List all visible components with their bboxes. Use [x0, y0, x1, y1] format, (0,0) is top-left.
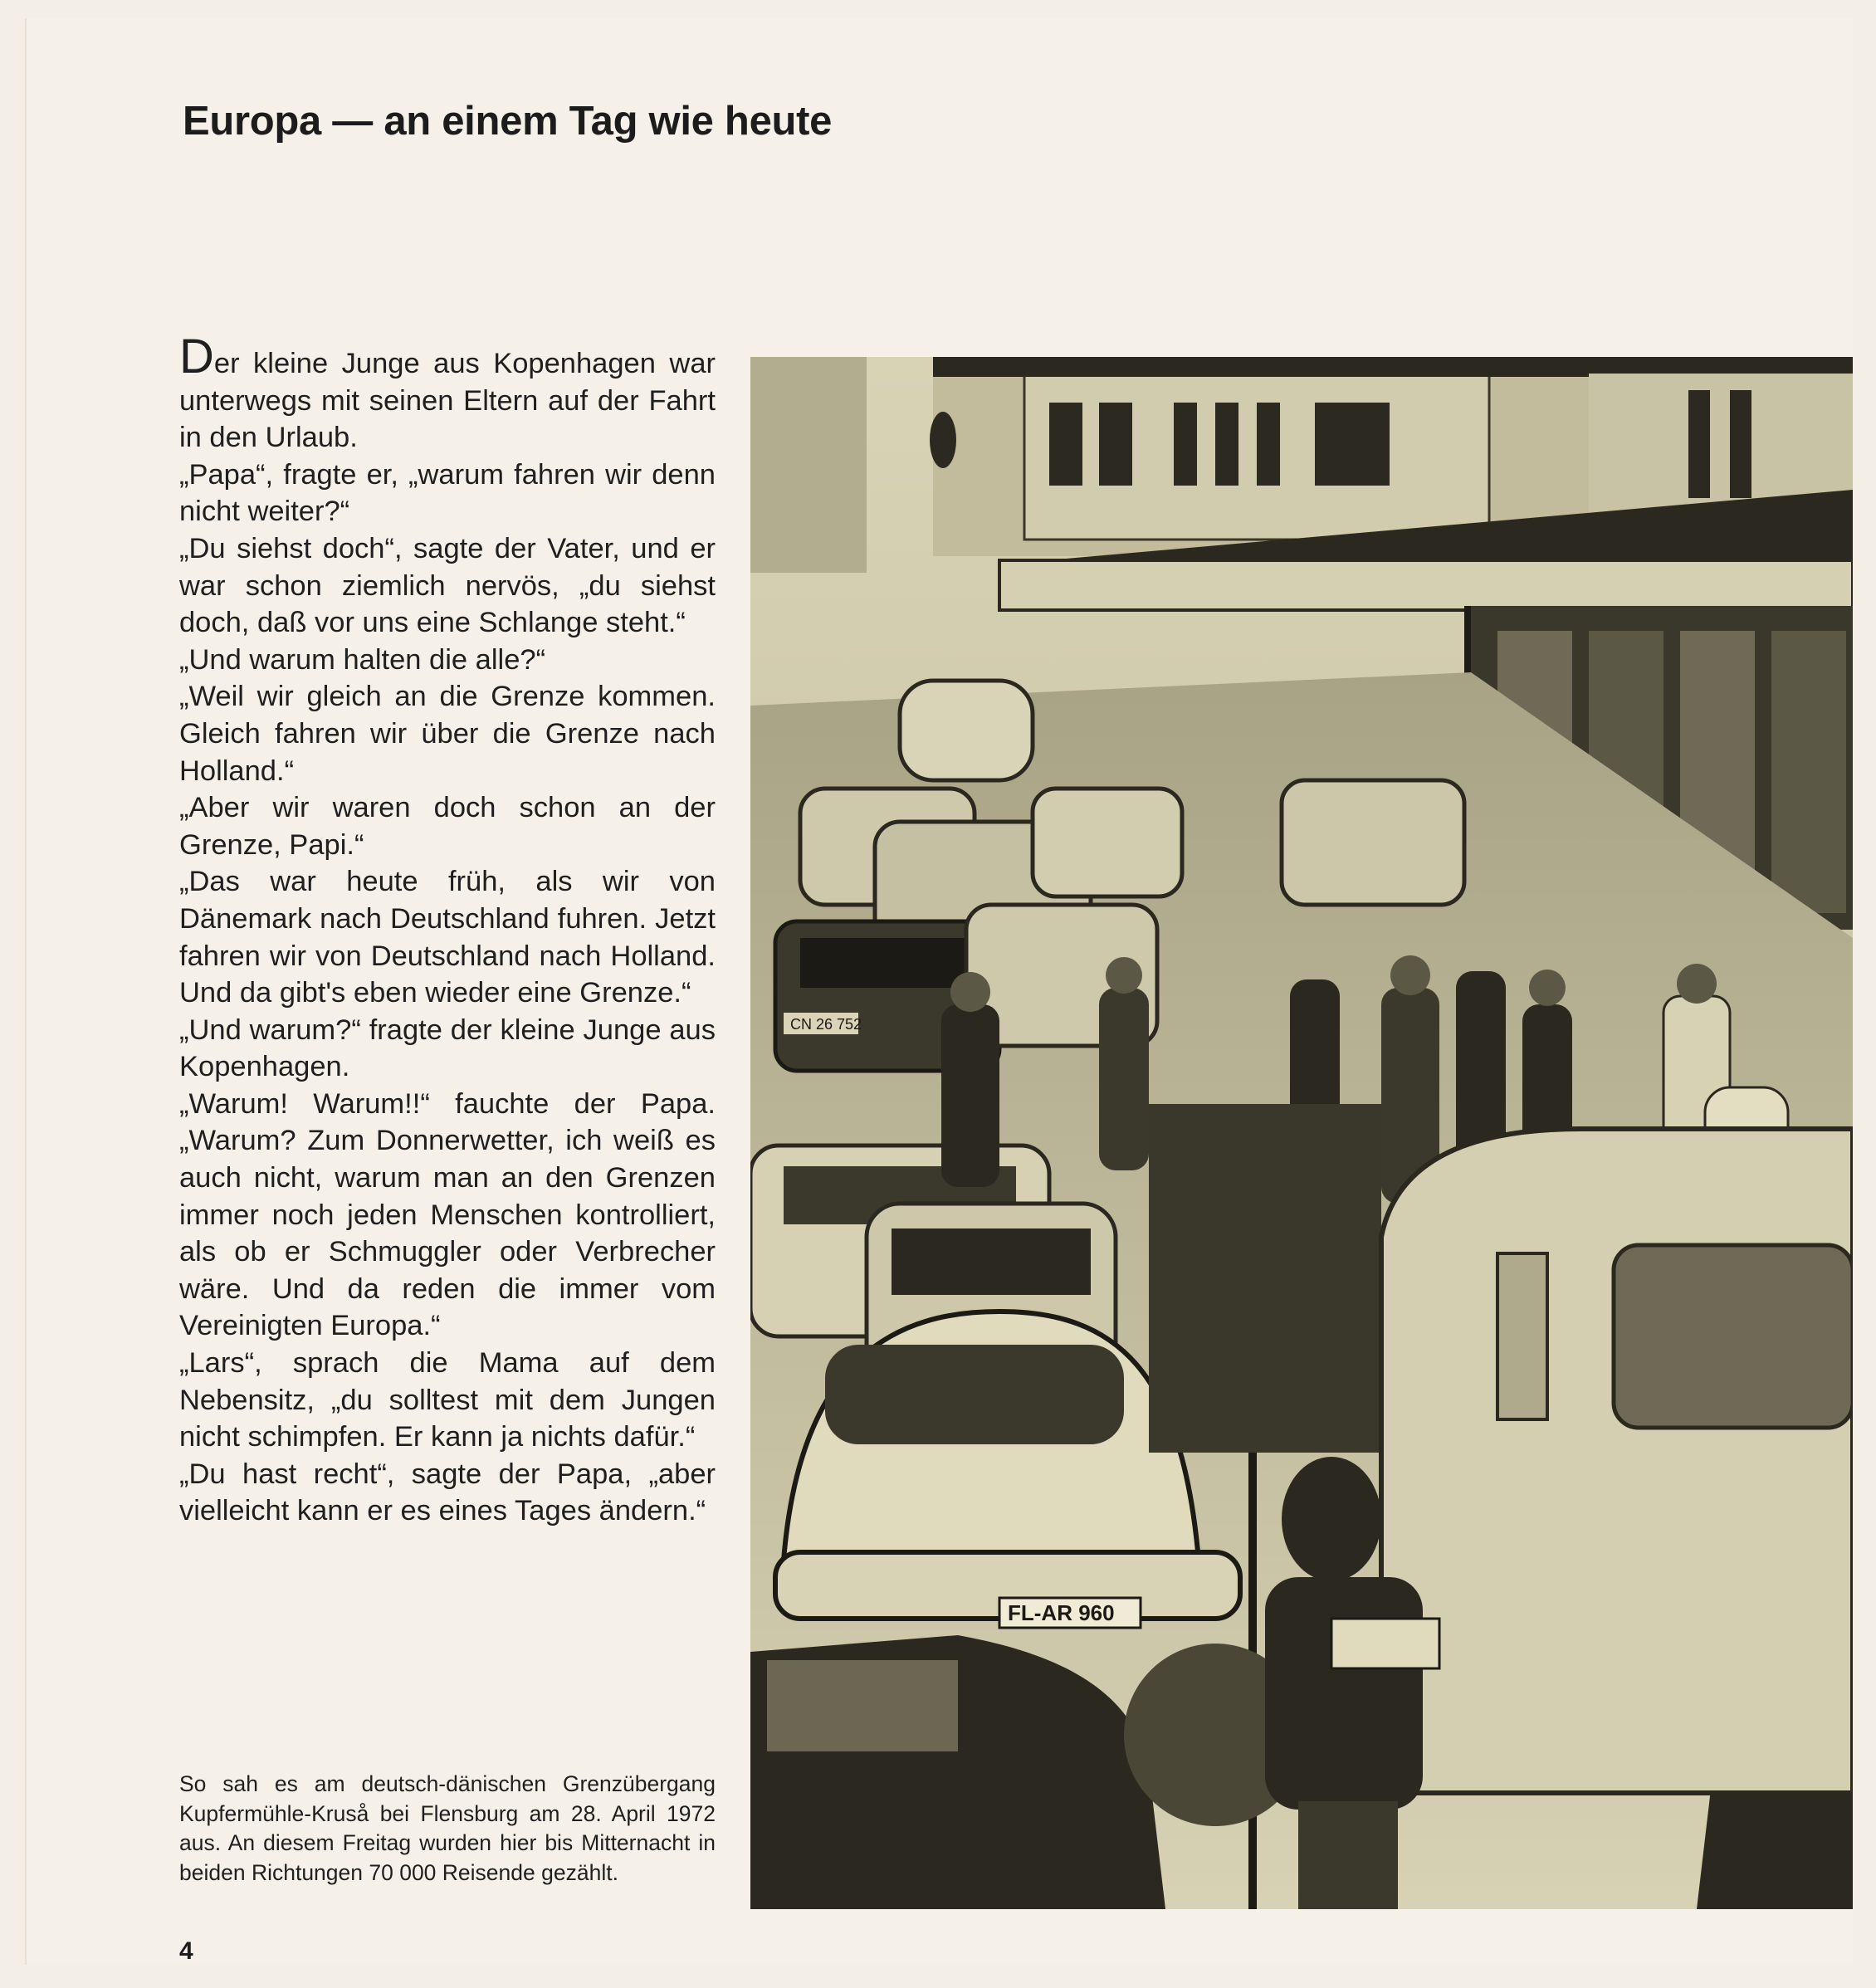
- caravan: [1381, 1129, 1853, 1793]
- story-text: [179, 330, 716, 1530]
- plate-dark-car: CN 26 752: [790, 1016, 862, 1033]
- story-paragraph-4: „Und warum halten die alle?“: [179, 643, 546, 676]
- story-paragraph-5: „Weil wir gleich an die Grenze kommen. Gleich fahren wir über die Grenze nach Holland.“: [179, 681, 716, 787]
- story-paragraph-6: „Aber wir waren doch schon an der Grenze, Papi.“: [179, 792, 716, 861]
- story-paragraph-1: Der kleine Junge aus Kopenhagen war unterwegs mit seinen Eltern auf der Fahrt in den Urlaub.: [179, 330, 716, 454]
- drop-cap: D: [179, 330, 214, 383]
- story-paragraph-11: „Du hast recht“, sagte der Papa, „aber vielleicht kann er es eines Tages ändern.“: [179, 1458, 716, 1527]
- story-paragraph-7: „Das war heute früh, als wir von Dänemark nach Deutschland fuhren. Jetzt fahren wir von Deutschland nach Holland. Und da gibt's eben wieder eine Grenze.“: [179, 866, 716, 1009]
- page-number: 4: [179, 1937, 193, 1965]
- story-paragraph-3: „Du siehst doch“, sagte der Vater, und er war schon ziemlich nervös, „du siehst doch, daß vor uns eine Schlange steht.“: [179, 532, 716, 639]
- magazine-page: [25, 18, 1853, 1965]
- border-crossing-photo: [750, 357, 1853, 1909]
- story-paragraph-2: „Papa“, fragte er, „warum fahren wir denn nicht weiter?“: [179, 458, 716, 528]
- story-paragraph-9: „Warum! Warum!!“ fauchte der Papa. „Warum? Zum Donnerwetter, ich weiß es auch nicht, warum man an den Grenzen immer noch jeden Menschen kontrolliert, als ob er Schmuggler oder Verbrecher wäre. Und da reden die immer vom Vereinigten Europa.“: [179, 1087, 716, 1342]
- story-paragraph-10: „Lars“, sprach die Mama auf dem Nebensitz, „du solltest mit dem Jungen nicht schimpfen. Er kann ja nichts dafür.“: [179, 1347, 716, 1453]
- photo-caption: So sah es am deutsch-dänischen Grenzübergang Kupfermühle-Kruså bei Flensburg am 28. April 1972 aus. An diesem Freitag wurden hier bis Mitternacht in beiden Richtungen 70 000 Reisende gezählt.: [179, 1771, 716, 1885]
- story-paragraph-8: „Und warum?“ fragte der kleine Junge aus Kopenhagen.: [179, 1014, 716, 1083]
- plate-beetle: FL-AR 960: [1008, 1600, 1115, 1625]
- page-title: Europa — an einem Tag wie heute: [183, 99, 833, 144]
